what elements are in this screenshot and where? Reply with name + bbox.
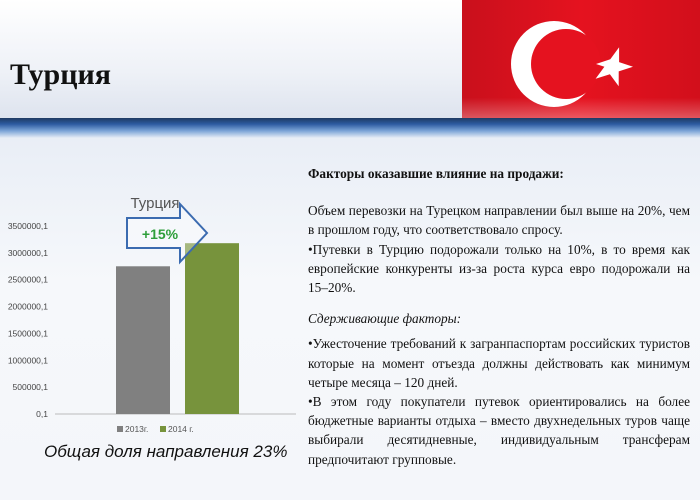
bar	[185, 243, 239, 414]
constraint-paragraph-2: •В этом году покупатели путевок ориентировались на более бюджетные варианты отдыха – вместо двухнедельных туров чаще выбирали десятидневные, индивидуальным трансферам предпочитают групповые.	[308, 394, 690, 467]
factors-heading: Факторы оказавшие влияние на продажи:	[308, 166, 564, 181]
legend-label: 2013г.	[125, 424, 149, 434]
y-tick-label: 2500000,1	[7, 274, 48, 285]
share-caption: Общая доля направления 23%	[44, 442, 288, 461]
legend-swatch	[160, 426, 166, 432]
bar-chart	[0, 178, 300, 440]
y-tick-label: 0,1	[36, 409, 48, 419]
factors-text	[308, 164, 690, 469]
y-tick-label: 1500000,1	[7, 328, 48, 339]
chart-svg	[0, 178, 300, 440]
bar	[116, 266, 170, 414]
constraint-paragraph-1: •Ужесточение требований к загранпаспортам российских туристов которые на момент отъезда должны действовать как минимум четыре месяца – 120 дней.	[308, 336, 690, 390]
increase-label: +15%	[141, 226, 179, 242]
slide-title: Турция	[10, 58, 112, 91]
y-tick-label: 500000,1	[12, 382, 48, 393]
constraints-heading: Сдерживающие факторы:	[308, 311, 462, 327]
factor-paragraph-1: Объем перевозки на Турецком направлении был выше на 20%, чем в прошлом году, что соответствовало спросу.	[308, 203, 690, 238]
legend-swatch	[117, 426, 123, 432]
y-tick-label: 3500000,1	[7, 221, 48, 231]
y-tick-label: 2000000,1	[7, 301, 48, 312]
y-tick-label: 3000000,1	[7, 247, 48, 258]
header-divider-band	[0, 118, 700, 138]
y-tick-label: 1000000,1	[7, 355, 48, 366]
chart-title: Турция	[130, 195, 180, 212]
slide-header	[0, 0, 700, 120]
turkey-flag	[462, 0, 700, 122]
legend-label: 2014 г.	[168, 424, 194, 434]
factor-paragraph-2: •Путевки в Турцию подорожали только на 10%, в то время как европейские конкуренты из-за роста курса евро подорожали на 15–20%.	[308, 241, 690, 296]
